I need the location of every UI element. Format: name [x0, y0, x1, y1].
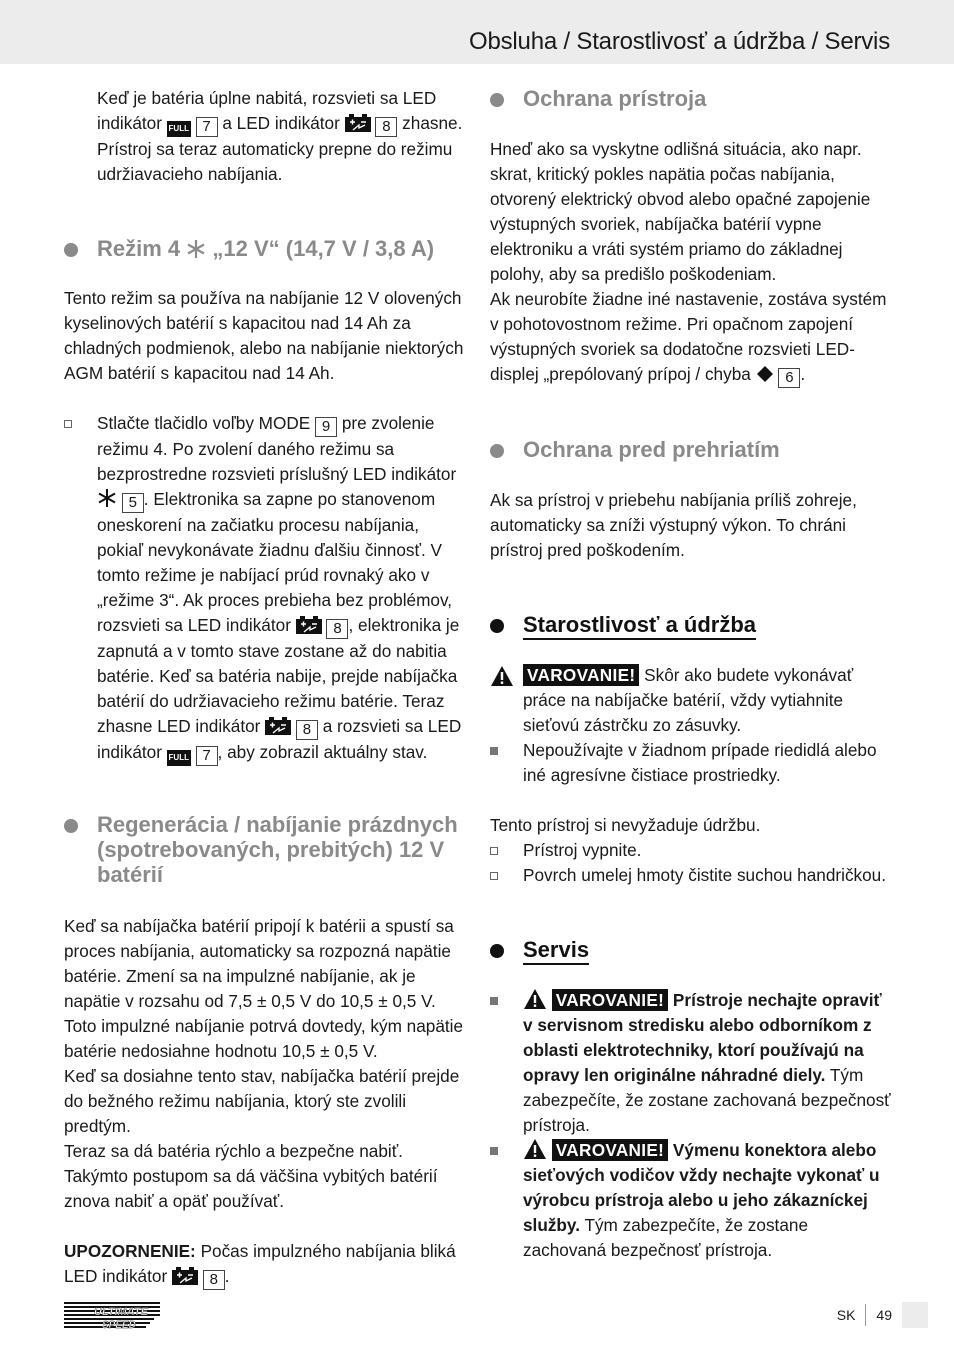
heading-bullet — [64, 243, 78, 257]
ref-7: 7 — [196, 117, 218, 137]
warning-badge: VAROVANIE! — [523, 664, 639, 686]
bullet-square-icon — [490, 1147, 498, 1155]
care-step-2 — [490, 863, 892, 888]
diamond-icon — [756, 365, 774, 383]
led-full-icon: FULL — [167, 121, 191, 137]
battery-charge-icon — [265, 717, 291, 735]
intro-text-3: a LED indikátor — [222, 113, 340, 133]
overheat-heading — [490, 437, 892, 462]
protect-p2-end: . — [800, 364, 806, 384]
brand-logo — [64, 1300, 160, 1332]
step-text-b: pre zvolenie režimu 4. Po zvolení daného režimu sa bezprostredne rozsvieti príslušný LED indikátor — [97, 413, 457, 484]
step-text-e: a rozsvieti sa LED indikátor — [97, 716, 462, 762]
protect-heading-text: Ochrana prístroja — [523, 86, 707, 111]
ref-9: 9 — [315, 417, 337, 437]
bullet-square-icon — [490, 747, 498, 755]
note-label: UPOZORNENIE: — [64, 1241, 196, 1261]
care-warning — [490, 663, 892, 738]
page-number: 49 — [876, 1307, 892, 1323]
battery-charge-icon — [296, 616, 322, 634]
page-tab-marker — [902, 1302, 928, 1328]
care-heading-text: Starostlivosť a údržba — [523, 612, 756, 640]
ref-7: 7 — [196, 746, 218, 766]
ref-8: 8 — [326, 619, 348, 639]
step-text-a: Stlačte tlačidlo voľby MODE — [97, 413, 311, 433]
warning-triangle-icon — [490, 665, 514, 687]
battery-charge-icon — [345, 114, 371, 132]
ref-8: 8 — [296, 720, 318, 740]
care-step-1 — [490, 838, 892, 863]
mode4-description: Tento režim sa používa na nabíjanie 12 V olovených kyselinových batérií s kapacitou nad 14 Ah za chladných podmienok, alebo na nabíjanie niektorých AGM batérií s kapacitou nad 14 Ah. — [64, 288, 464, 383]
note-text: Počas impulzného nabíjania bliká LED indikátor — [64, 1241, 456, 1286]
svg-text:ULTIMATE: ULTIMATE — [94, 1306, 148, 1318]
heading-bullet — [64, 819, 78, 833]
service-heading — [490, 937, 892, 962]
care-step-1-text: Prístroj vypnite. — [523, 840, 642, 860]
step-text-d: , elektronika je zapnutá a v tomto stave zostane až do nabitia batérie. Keď sa batéria nabije, prejde nabíjačka batérií do udržiavacieho režimu batérie. Teraz zhasne LED indikátor — [97, 615, 460, 736]
service-warning-2 — [490, 1138, 892, 1263]
care-text: Tento prístroj si nevyžaduje údržbu. — [490, 815, 761, 835]
overheat-text: Ak sa prístroj v priebehu nabíjania príliš zohreje, automaticky sa zníži výstupný výkon. To chráni prístroj pred poškodením. — [490, 490, 857, 560]
regen-heading — [64, 812, 464, 887]
note-end: . — [224, 1266, 230, 1286]
regen-note — [64, 1239, 464, 1290]
protect-heading — [490, 86, 892, 111]
mode4-heading-pre: Režim 4 — [97, 236, 181, 261]
protect-p2 — [490, 287, 892, 388]
mode4-step — [64, 411, 464, 766]
ref-8: 8 — [203, 1270, 225, 1290]
heading-bullet — [490, 619, 504, 633]
regen-heading-text: Regenerácia / nabíjanie prázdnych (spotrebovaných, prebitých) 12 V batérií — [97, 812, 458, 887]
page-title: Obsluha / Starostlivosť a údržba / Servis — [469, 28, 890, 55]
service-heading-text: Servis — [523, 937, 589, 965]
service-warning-2-bold: Výmenu konektora alebo sieťových vodičov vždy nechajte vykonať u výrobcu prístroja alebo u jeho zákazníckej služby. — [523, 1140, 880, 1235]
step-text-c: . Elektronika sa zapne po stanovenom oneskorení na začiatku procesu nabíjania, pokiaľ nevykonávate žiadnu ďalšiu činnosť. V tomto režime je nabíjací prúd rovnaký ako v „režime 3“. Ak proces prebieha bez problémov, rozsvieti sa LED indikátor — [97, 489, 453, 635]
svg-text:SPEED: SPEED — [102, 1320, 136, 1331]
step-checkbox-icon — [64, 420, 72, 428]
intro-text-4: zhasne. — [402, 113, 463, 133]
battery-charge-icon — [172, 1267, 198, 1285]
care-bullet-text: Nepoužívajte v žiadnom prípade riedidlá alebo iné agresívne čistiace prostriedky. — [523, 740, 877, 785]
regen-p2: Keď sa dosiahne tento stav, nabíjačka batérií prejde do bežného režimu nabíjania, ktorý ste zvolili predtým. — [64, 1066, 460, 1136]
intro-text-5: Prístroj sa teraz automaticky prepne do režimu udržiavacieho nabíjania. — [97, 139, 453, 184]
service-warning-1-bold: Prístroje nechajte opraviť v servisnom stredisku alebo odborníkom z oblasti elektrotechniky, ktorí používajú na opravy len originálne náhradné diely. — [523, 990, 882, 1085]
warning-badge: VAROVANIE! — [552, 1139, 668, 1161]
heading-bullet — [490, 444, 504, 458]
regen-p1: Keď sa nabíjačka batérií pripojí k batérii a spustí sa proces nabíjania, automaticky sa rozpozná napätie batérie. Zmení sa na impulzné nabíjanie, ak je napätie v rozsahu od 7,5 ± 0,5 V do 10,5 ± 0,5 V. Toto impulzné nabíjanie potrvá dovtedy, kým napätie batérie nedosiahne hodnotu 10,5 ± 0,5 V. — [64, 916, 464, 1061]
care-warning-text: Skôr ako budete vykonávať práce na nabíjačke batérií, vždy vytiahnite sieťovú zástrčku zo zásuvky. — [523, 665, 854, 735]
page-header — [0, 0, 954, 64]
mode4-heading-post: „12 V“ (14,7 V / 3,8 A) — [212, 236, 435, 261]
care-bullet — [490, 738, 892, 788]
page-footer — [837, 1301, 928, 1329]
care-heading — [490, 612, 892, 637]
warning-triangle-icon — [523, 988, 547, 1010]
ref-6: 6 — [778, 368, 800, 388]
heading-bullet — [490, 944, 504, 958]
led-full-icon: FULL — [167, 750, 191, 766]
warning-triangle-icon — [523, 1138, 547, 1160]
service-warning-1 — [490, 988, 892, 1138]
mode4-heading — [64, 236, 464, 261]
step-text-f: , aby zobrazil aktuálny stav. — [217, 742, 428, 762]
ref-8: 8 — [375, 117, 397, 137]
intro-text-1: Keď je batéria úplne nabitá, rozsvieti sa LED — [97, 88, 437, 108]
language-code: SK — [837, 1304, 867, 1326]
ref-5: 5 — [122, 493, 144, 513]
protect-p1: Hneď ako sa vyskytne odlišná situácia, ako napr. skrat, kritický pokles napätia počas nabíjania, otvorený elektrický obvod alebo opačné zapojenie výstupných svoriek, nabíjačka batérií vypne elektroniku a vráti systém priamo do základnej polohy, aby sa predišlo poškodeniam. — [490, 139, 871, 284]
snowflake-icon — [186, 239, 206, 259]
heading-bullet — [490, 93, 504, 107]
snowflake-icon — [97, 488, 117, 508]
step-checkbox-icon — [490, 847, 498, 855]
step-checkbox-icon — [490, 872, 498, 880]
warning-badge: VAROVANIE! — [552, 989, 668, 1011]
overheat-heading-text: Ochrana pred prehriatím — [523, 437, 780, 462]
intro-text-2: indikátor — [97, 113, 162, 133]
bullet-square-icon — [490, 997, 498, 1005]
service-warning-1-text: Tým zabezpečíte, že zostane zachovaná bezpečnosť prístroja. — [523, 1065, 891, 1135]
intro-paragraph — [64, 86, 464, 187]
regen-p3: Teraz sa dá batéria rýchlo a bezpečne nabiť. Takýmto postupom sa dá väčšina vybitých batérií znova nabiť a opäť používať. — [64, 1141, 438, 1211]
protect-p2-text: Ak neurobíte žiadne iné nastavenie, zostáva systém v pohotovostnom režime. Pri opačnom zapojení výstupných svoriek sa dodatočne rozsvieti LED-displej „prepólovaný prípoj / chyba — [490, 289, 887, 384]
care-step-2-text: Povrch umelej hmoty čistite suchou handričkou. — [523, 865, 887, 885]
service-warning-2-text: Tým zabezpečíte, že zostane zachovaná bezpečnosť prístroja. — [523, 1215, 808, 1260]
